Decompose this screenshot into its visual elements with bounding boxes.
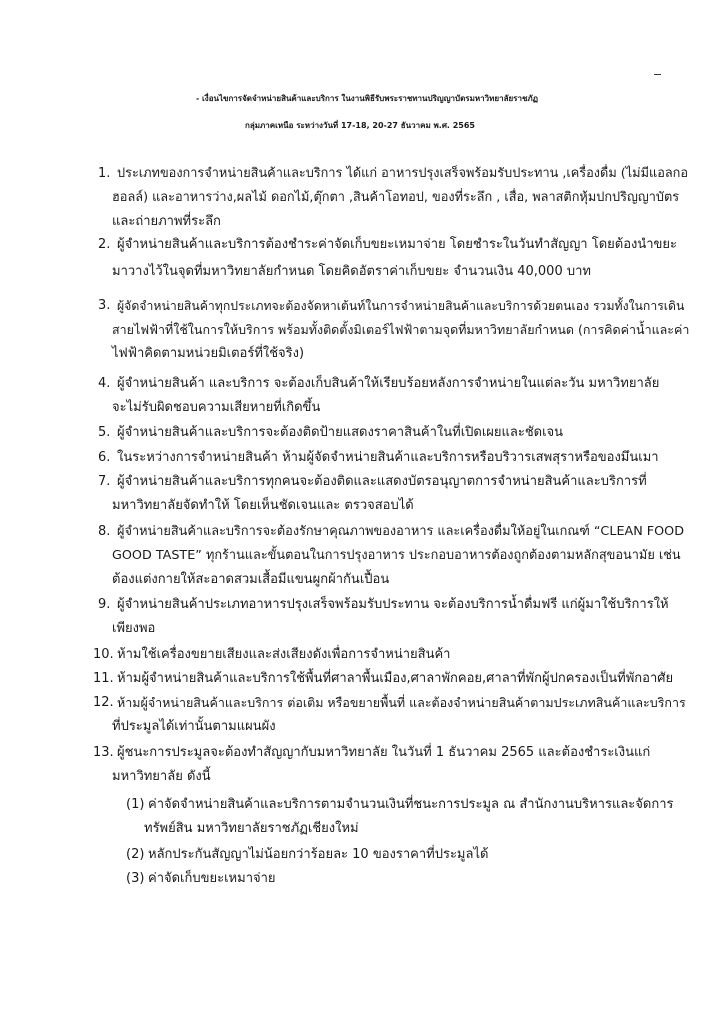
item-text-line: สายไฟฟ้าที่ใช้ในการให้บริการ พร้อมทั้งติดตั้งมิเตอร์ไฟฟ้าตามจุดที่มหาวิทยาลัยกำหนด (การคิดค่าน้ำและค่า bbox=[112, 322, 690, 337]
item-number: 7. bbox=[98, 474, 111, 489]
item-text-line: เพียงพอ bbox=[112, 621, 156, 636]
corner-mark bbox=[654, 74, 661, 75]
item-number: 2. bbox=[98, 237, 111, 252]
subitem-number: (1) bbox=[126, 797, 145, 812]
item-text-line: ห้ามใช้เครื่องขยายเสียงและส่งเสียงดังเพื่อการจำหน่ายสินค้า bbox=[117, 647, 451, 662]
item-text-line: ผู้ชนะการประมูลจะต้องทำสัญญากับมหาวิทยาลัย ในวันที่ 1 ธันวาคม 2565 และต้องชำระเงินแก่ bbox=[117, 745, 651, 760]
subitem-number: (3) bbox=[126, 871, 145, 886]
item-number: 10. bbox=[93, 647, 114, 662]
item-text-line: ที่ประมูลได้เท่านั้นตามแผนผัง bbox=[112, 719, 276, 734]
subitem-text-line: ค่าจัดเก็บขยะเหมาจ่าย bbox=[148, 871, 276, 886]
item-text-line: ผู้จำหน่ายสินค้าและบริการทุกคนจะต้องติดและแสดงบัตรอนุญาตการจำหน่ายสินค้าและบริการที่ bbox=[117, 474, 647, 489]
item-text-line: ผู้จำหน่ายสินค้าและบริการต้องชำระค่าจัดเก็บขยะเหมาจ่าย โดยชำระในวันทำสัญญา โดยต้องนำขยะ bbox=[117, 237, 678, 252]
item-number: 1. bbox=[98, 166, 111, 181]
item-text-line: ผู้จำหน่ายสินค้าและบริการจะต้องรักษาคุณภาพของอาหาร และเครื่องดื่มให้อยู่ในเกณฑ์ “CLEAN FOOD bbox=[117, 524, 685, 539]
item-text-line: ผู้จำหน่ายสินค้าและบริการจะต้องติดป้ายแสดงราคาสินค้าในที่เปิดเผยและชัดเจน bbox=[117, 425, 564, 440]
item-number: 8. bbox=[98, 524, 111, 539]
item-text-line: ในระหว่างการจำหน่ายสินค้า ห้ามผู้จัดจำหน่ายสินค้าและบริการหรือบริวารเสพสุราหรือของมึนเมา bbox=[117, 450, 659, 465]
document-title-line-2: กลุ่มภาคเหนือ ระหว่างวันที่ 17-18, 20-27 ธันวาคม พ.ศ. 2565 bbox=[245, 121, 475, 130]
item-text-line: ประเภทของการจำหน่ายสินค้าและบริการ ได้แก่ อาหารปรุงเสร็จพร้อมรับประทาน ,เครื่องดื่ม (ไม่มีแอลกอ bbox=[117, 166, 689, 181]
item-number: 5. bbox=[98, 425, 111, 440]
subitem-number: (2) bbox=[126, 847, 145, 862]
subitem-text-line: ทรัพย์สิน มหาวิทยาลัยราชภัฏเชียงใหม่ bbox=[144, 821, 359, 836]
item-number: 13. bbox=[93, 745, 114, 760]
item-text-line: ห้ามผู้จำหน่ายสินค้าและบริการ ต่อเติม หรือขยายพื้นที่ และต้องจำหน่ายสินค้าตามประเภทสินค้าและบริการ bbox=[117, 695, 686, 710]
item-text-line: ห้ามผู้จำหน่ายสินค้าและบริการใช้พื้นที่ศาลาพื้นเมือง,ศาลาพักคอย,ศาลาที่พักผู้ปกครองเป็นที่พักอาศัย bbox=[117, 671, 674, 686]
item-text-line: ฮอลล์) และอาหารว่าง,ผลไม้ ดอกไม้,ตุ๊กตา ,สินค้าโอทอป, ของที่ระลึก , เสื่อ, พลาสติกหุ้มปกปริญญาบัตร bbox=[112, 190, 680, 205]
item-text-line: มหาวิทยาลัย ดังนี้ bbox=[112, 769, 211, 784]
subitem-text-line: หลักประกันสัญญาไม่น้อยกว่าร้อยละ 10 ของราคาที่ประมูลได้ bbox=[148, 847, 489, 862]
item-text-line: ผู้จำหน่ายสินค้า และบริการ จะต้องเก็บสินค้าให้เรียบร้อยหลังการจำหน่ายในแต่ละวัน มหาวิทยาลัย bbox=[117, 376, 660, 391]
item-text-line: ต้องแต่งกายให้สะอาดสวมเสื้อมีแขนผูกผ้ากันเปื้อน bbox=[112, 572, 390, 587]
item-number: 9. bbox=[98, 597, 111, 612]
item-text-line: มหาวิทยาลัยจัดทำให้ โดยเห็นชัดเจนและ ตรวจสอบได้ bbox=[112, 498, 414, 513]
item-text-line: GOOD TASTE” ทุกร้านและขั้นตอนในการปรุงอาหาร ประกอบอาหารต้องถูกต้องตามหลักสุขอนามัย เช่น bbox=[112, 548, 681, 563]
item-text-line: ผู้จำหน่ายสินค้าประเภทอาหารปรุงเสร็จพร้อมรับประทาน จะต้องบริการน้ำดื่มฟรี แก่ผู้มาใช้บริการให้ bbox=[117, 597, 669, 612]
item-number: 3. bbox=[98, 298, 111, 313]
item-text-line: ไฟฟ้าคิดตามหน่วยมิเตอร์ที่ใช้จริง) bbox=[112, 346, 305, 361]
item-number: 4. bbox=[98, 376, 111, 391]
item-text-line: มาวางไว้ในจุดที่มหาวิทยาลัยกำหนด โดยคิดอัตราค่าเก็บขยะ จำนวนเงิน 40,000 บาท bbox=[112, 264, 591, 279]
item-number: 11. bbox=[93, 671, 114, 686]
item-number: 6. bbox=[98, 450, 111, 465]
item-text-line: ผู้จัดจำหน่ายสินค้าทุกประเภทจะต้องจัดหาเต้นท์ในการจำหน่ายสินค้าและบริการด้วยตนเอง รวมทั้งในการเดิน bbox=[117, 299, 685, 313]
subitem-text-line: ค่าจัดจำหน่ายสินค้าและบริการตามจำนวนเงินที่ชนะการประมูล ณ สำนักงานบริหารและจัดการ bbox=[148, 797, 674, 812]
item-text-line: จะไม่รับผิดชอบความเสียหายที่เกิดขึ้น bbox=[112, 400, 321, 415]
document-title-line-1: - เงื่อนไขการจัดจำหน่ายสินค้าและบริการ ในงานพิธีรับพระราชทานปริญญาบัตรมหาวิทยาลัยราชภัฏ bbox=[195, 94, 539, 103]
item-number: 12. bbox=[93, 695, 114, 710]
item-text-line: และถ่ายภาพที่ระลึก bbox=[112, 214, 221, 229]
